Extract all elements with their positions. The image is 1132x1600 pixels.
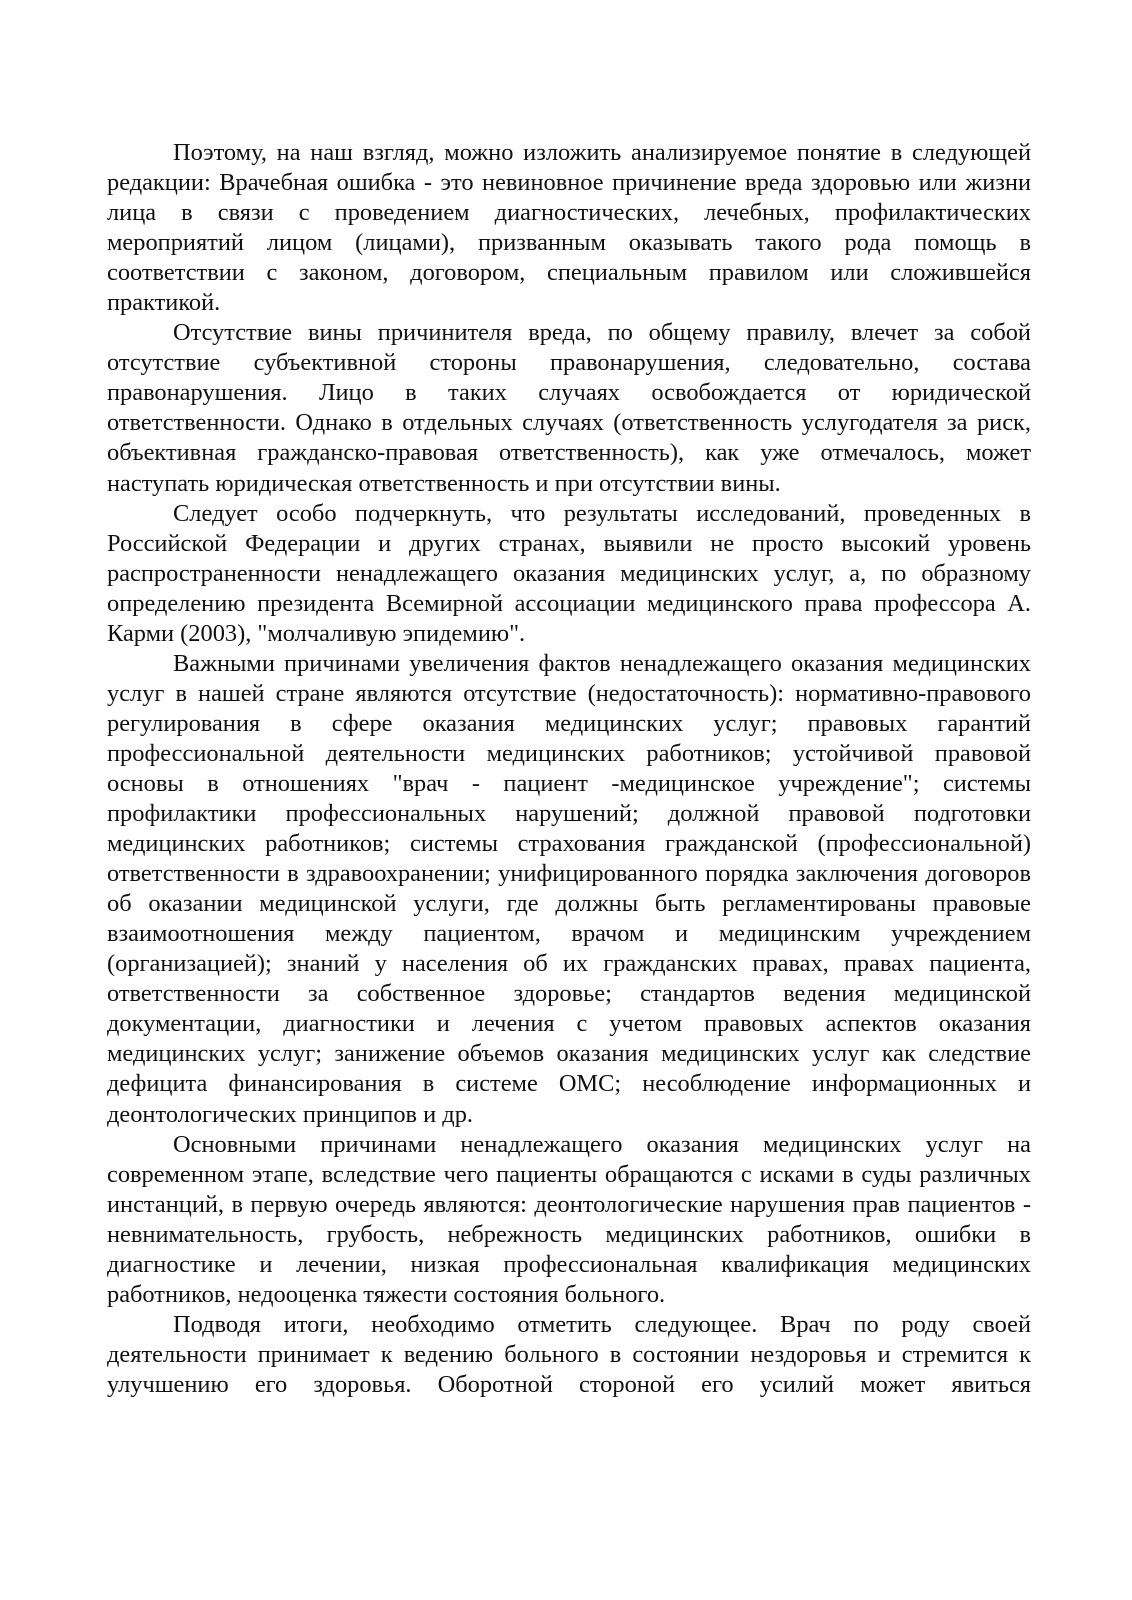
paragraph-silent-epidemic: Следует особо подчеркнуть, что результаты исследований, проведенных в Российской Федерации и других странах, выявили не просто высокий уровень распространенности ненадлежащего оказания медицинских услуг, а, по образному определению президента Всемирной ассоциации медицинского права профессора А. Карми (2003), "молчаливую эпидемию". <box>107 499 1031 647</box>
paragraph-summary: Подводя итоги, необходимо отметить следующее. Врач по роду своей деятельности принимает к ведению больного в состоянии нездоровья и стремится к улучшению его здоровья. Оборотной стороной его усилий может явиться <box>107 1310 1031 1398</box>
document-page <box>107 138 1031 1400</box>
paragraph-important-causes: Важными причинами увеличения фактов ненадлежащего оказания медицинских услуг в нашей стране являются отсутствие (недостаточность): нормативно-правового регулирования в сфере оказания медицинских услуг; правовых гарантий профессиональной деятельности медицинских работников; устойчивой правовой основы в отношениях "врач - пациент -медицинское учреждение"; системы профилактики профессиональных нарушений; должной правовой подготовки медицинских работников; системы страхования гражданской (профессиональной) ответственности в здравоохранении; унифицированного порядка заключения договоров об оказании медицинской услуги, где должны быть регламентированы правовые взаимоотношения между пациентом, врачом и медицинским учреждением (организацией); знаний у населения об их гражданских правах, правах пациента, ответственности за собственное здоровье; стандартов ведения медицинской документации, диагностики и лечения с учетом правовых аспектов оказания медицинских услуг; занижение объемов оказания медицинских услуг как следствие дефицита финансирования в системе ОМС; несоблюдение информационных и деонтологических принципов и др. <box>107 649 1031 1128</box>
paragraph-main-causes: Основными причинами ненадлежащего оказания медицинских услуг на современном этапе, вследствие чего пациенты обращаются с исками в суды различных инстанций, в первую очередь являются: деонтологические нарушения прав пациентов - невнимательность, грубость, небрежность медицинских работников, ошибки в диагностике и лечении, низкая профессиональная квалификация медицинских работников, недооценка тяжести состояния больного. <box>107 1130 1031 1308</box>
paragraph-absence-of-guilt: Отсутствие вины причинителя вреда, по общему правилу, влечет за собой отсутствие субъективной стороны правонарушения, следовательно, состава правонарушения. Лицо в таких случаях освобождается от юридической ответственности. Однако в отдельных случаях (ответственность услугодателя за риск, объективная гражданско-правовая ответственность), как уже отмечалось, может наступать юридическая ответственность и при отсутствии вины. <box>107 319 1031 497</box>
paragraph-medical-error-definition: Поэтому, на наш взгляд, можно изложить анализируемое понятие в следующей редакции: Врачебная ошибка - это невиновное причинение вреда здоровью или жизни лица в связи с проведением диагностических, лечебных, профилактических мероприятий лицом (лицами), призванным оказывать такого рода помощь в соответствии с законом, договором, специальным правилом или сложившейся практикой. <box>107 139 1031 317</box>
